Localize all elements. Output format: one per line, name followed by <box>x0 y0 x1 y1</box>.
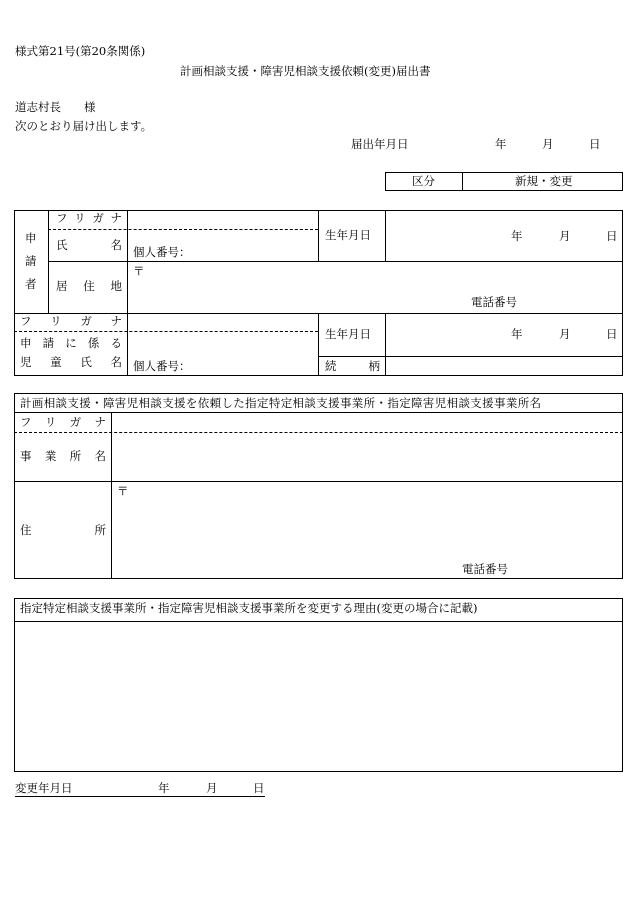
applicant-furigana-input[interactable] <box>128 211 318 228</box>
child-birth-day: 日 <box>606 327 618 341</box>
applicant-birthdate-label: 生年月日 <box>325 228 371 242</box>
child-name-label-line2: 児 童 氏 名 <box>20 355 122 369</box>
child-personal-number-label: 個人番号： <box>133 359 191 373</box>
change-date-label: 変更年月日 <box>15 781 73 795</box>
form-title: 計画相談支援・障害児相談支援依頼(変更)届出書 <box>180 64 431 78</box>
intro-text: 次のとおり届け出します。 <box>15 119 153 133</box>
applicant-label-2: 請 <box>25 254 37 268</box>
applicant-furigana-label: フ リ ガ ナ <box>56 211 122 225</box>
child-name-input[interactable] <box>128 332 318 375</box>
relationship-input[interactable] <box>386 357 622 375</box>
addressee: 道志村長 様 <box>15 100 96 114</box>
change-day-label: 日 <box>253 781 265 795</box>
change-year-label: 年 <box>158 781 170 795</box>
category-label: 区分 <box>412 174 435 188</box>
child-furigana-label: フ リ ガ ナ <box>20 314 122 328</box>
applicant-name-label: 氏 名 <box>56 238 122 252</box>
applicant-birth-month: 月 <box>559 229 571 243</box>
form-number: 様式第21号(第20条関係) <box>15 44 146 58</box>
child-name-label-line1: 申 請 に 係 る <box>20 336 122 350</box>
reason-heading: 指定特定相談支援事業所・指定障害児相談支援事業所を変更する理由(変更の場合に記載) <box>20 601 478 615</box>
submission-date-label: 届出年月日 <box>351 137 409 151</box>
applicant-postal-mark: 〒 <box>133 264 145 278</box>
submission-day-label: 日 <box>589 137 601 151</box>
change-month-label: 月 <box>206 781 218 795</box>
submission-year-label: 年 <box>495 137 507 151</box>
office-address-label: 住 所 <box>20 523 106 537</box>
relationship-label: 続 柄 <box>325 359 380 373</box>
applicant-label-1: 申 <box>25 231 37 245</box>
applicant-phone-label: 電話番号 <box>471 295 517 309</box>
applicant-address-label: 居 住 地 <box>56 279 122 293</box>
child-birth-year: 年 <box>511 327 523 341</box>
applicant-birth-day: 日 <box>606 229 618 243</box>
reason-textarea[interactable] <box>15 622 622 771</box>
submission-month-label: 月 <box>542 137 554 151</box>
change-date-underline <box>15 796 265 797</box>
office-furigana-label: フ リ ガ ナ <box>20 415 106 429</box>
child-birth-month: 月 <box>559 327 571 341</box>
office-name-input[interactable] <box>112 433 622 480</box>
applicant-address-input[interactable] <box>128 262 622 312</box>
office-phone-label: 電話番号 <box>462 562 508 576</box>
office-address-input[interactable] <box>112 482 622 578</box>
applicant-name-input[interactable] <box>128 230 318 260</box>
applicant-personal-number-label: 個人番号： <box>133 245 191 259</box>
office-postal-mark: 〒 <box>117 484 129 498</box>
applicant-birth-year: 年 <box>511 229 523 243</box>
child-furigana-input[interactable] <box>128 314 318 330</box>
applicant-label-3: 者 <box>25 277 37 291</box>
office-name-label: 事 業 所 名 <box>20 449 106 463</box>
category-value[interactable]: 新規・変更 <box>515 174 573 188</box>
office-furigana-input[interactable] <box>112 413 622 431</box>
child-birthdate-label: 生年月日 <box>325 327 371 341</box>
office-heading: 計画相談支援・障害児相談支援を依頼した指定特定相談支援事業所・指定障害児相談支援事業所名 <box>20 396 542 410</box>
